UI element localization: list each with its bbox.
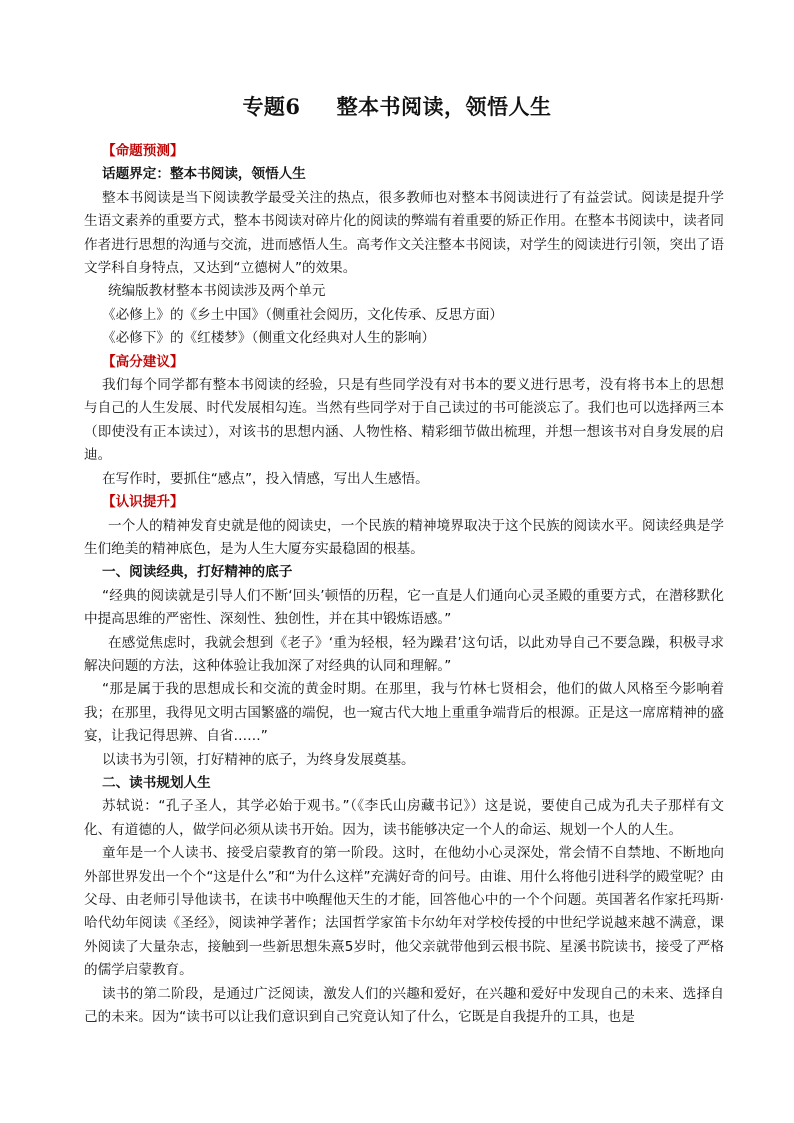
paragraph: 《必修下》的《红楼梦》（侧重文化经典对人生的影响） <box>102 330 436 347</box>
topic-definition <box>84 163 724 186</box>
paragraph: 《必修上》的《乡土中国》（侧重社会阅历，文化传承、反思方面） <box>102 306 504 323</box>
paragraph: 我们每个同学都有整本书阅读的经验，只是有些同学没有对书本的要义进行思考，没有将书本上的思想与自己的人生发展、时代发展相勾连。当然有些同学对于自己读过的书可能淡忘了。我们也可以选择两三本（即使没有正本读过），对该书的思想内涵、人物性格、精彩细节做出梳理，并想一想该书对自身发展的启迪。 <box>84 377 724 464</box>
topic-label: 话题界定： <box>102 166 170 183</box>
topic-value: 整本书阅读，领悟人生 <box>169 166 306 183</box>
paragraph: 一个人的精神发育史就是他的阅读史，一个民族的精神境界取决于这个民族的阅读水平。阅读经典是学生们绝美的精神底色，是为人生大厦夯实最稳固的根基。 <box>84 517 724 557</box>
paragraph: 读书的第二阶段，是通过广泛阅读，激发人们的兴趣和爱好，在兴趣和爱好中发现自己的未来、选择自己的未来。因为“读书可以让我们意识到自己究竟认知了什么，它既是自我提升的工具，也是 <box>84 985 724 1026</box>
paragraph: 苏轼说：“孔子圣人，其学必始于观书。”（《李氏山房藏书记》）这是说，要使自己成为孔夫子那样有文化、有道德的人，做学问必须从读书开始。因为，读书能够决定一个人的命运、规划一个人的人生。 <box>84 798 724 838</box>
document-body <box>84 140 724 1029</box>
paragraph: 童年是一个人读书、接受启蒙教育的第一阶段。这时，在他幼小心灵深处，常会情不自禁地、不断地向外部世界发出一个个“这是什么”和“为什么这样”充满好奇的问号。由谁、用什么将他引进科学的殿堂呢？由父母、由老师引导他读书，在读书中唤醒他天生的才能，回答他心中的一个个问题。英国著名作家托玛斯·哈代幼年阅读《圣经》，阅读神学著作；法国哲学家笛卡尔幼年对学校传授的中世纪学说越来越不满意，课外阅读了大量杂志，接触到一些新思想朱熹5岁时，他父亲就带他到云根书院、星溪书院读书，接受了严格的儒学启蒙教育。 <box>84 845 724 979</box>
paragraph: “经典的阅读就是引导人们不断‘回头’顿悟的历程，它一直是人们通向心灵圣殿的重要方式，在潜移默化中提高思维的严密性、深刻性、独创性，并在其中锻炼语感。” <box>84 587 724 628</box>
paragraph: “那是属于我的思想成长和交流的黄金时期。在那里，我与竹林七贤相会，他们的做人风格至今影响着我；在那里，我得见文明古国繁盛的端倪，也一窥古代大地上重重争端背后的根源。正是这一席席精神的盛宴，让我记得思辨、自省……” <box>84 681 724 745</box>
section-heading-prediction: 【命题预测】 <box>102 143 184 159</box>
section-heading-advice: 【高分建议】 <box>102 353 184 370</box>
title-number: 专题6 <box>242 94 301 119</box>
paragraph: 统编版教材整本书阅读涉及两个单元 <box>108 283 326 300</box>
paragraph: 整本书阅读是当下阅读教学最受关注的热点，很多教师也对整本书阅读进行了有益尝试。阅读是提升学生语文素养的重要方式，整本书阅读对碎片化的阅读的弊端有着重要的矫正作用。在整本书阅读中，读者同作者进行思想的沟通与交流，进而感悟人生。高考作文关注整本书阅读，对学生的阅读进行引领，突出了语文学科自身特点，又达到“立德树人”的效果。 <box>84 189 724 277</box>
section-heading-insight: 【认识提升】 <box>102 494 184 511</box>
subheading-planning: 二、读书规划人生 <box>102 774 211 791</box>
paragraph: 以读书为引领，打好精神的底子，为终身发展奠基。 <box>102 751 415 768</box>
page-title <box>0 93 794 121</box>
title-text: 整本书阅读，领悟人生 <box>336 94 552 119</box>
paragraph: 在感觉焦虑时，我就会想到《老子》‘重为轻根，轻为躁君’这句话，以此劝导自己不要急躁，积极寻求解决问题的方法，这种体验让我加深了对经典的认同和理解。” <box>84 634 724 674</box>
subheading-classics: 一、阅读经典，打好精神的底子 <box>102 564 293 581</box>
paragraph: 在写作时，要抓住“感点”，投入情感，写出人生感悟。 <box>102 470 429 487</box>
